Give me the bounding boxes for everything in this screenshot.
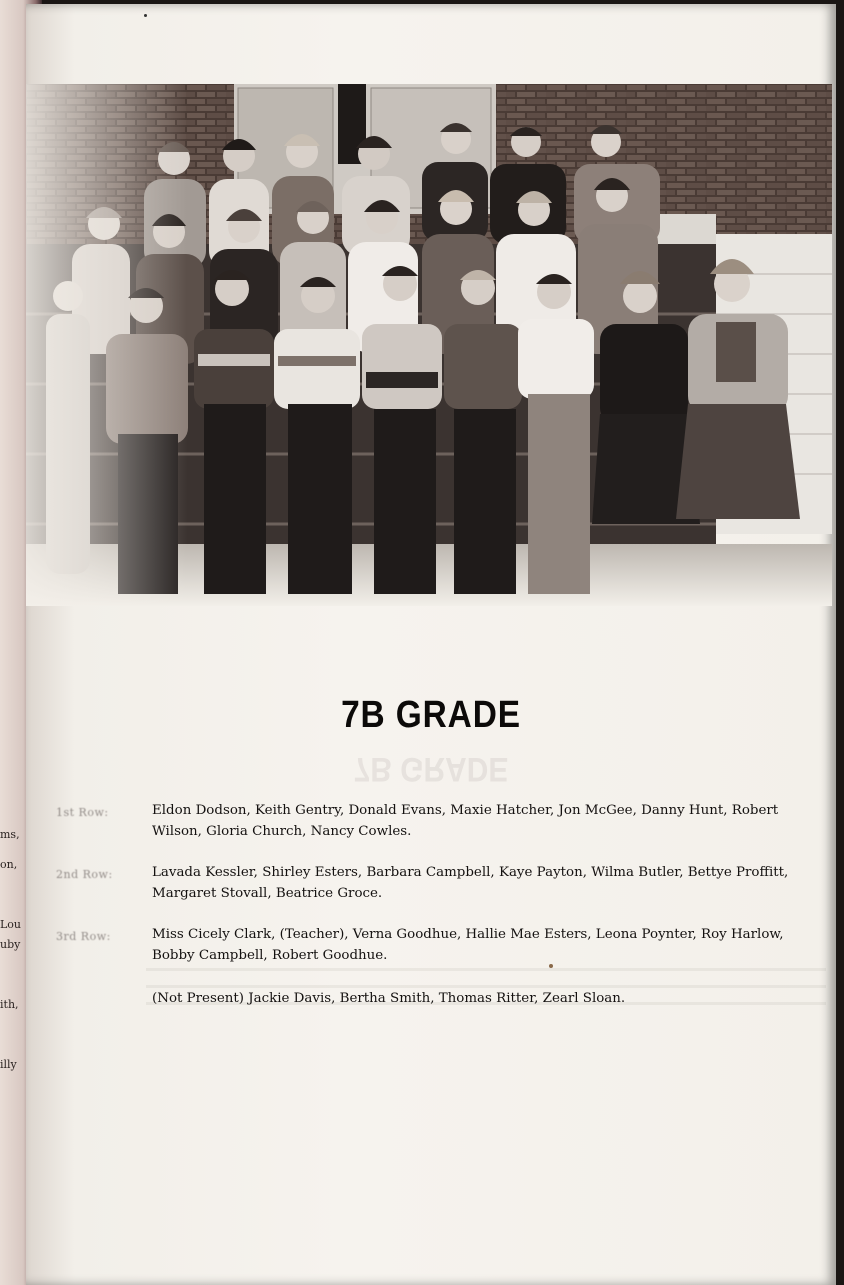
row-names: (Not Present) Jackie Davis, Bertha Smith, Thomas Ritter, Zearl Sloan.	[152, 991, 626, 1006]
row-names: Lavada Kessler, Shirley Esters, Barbara Campbell, Kaye Payton, Wilma Butler, Bettye Proffitt, Margaret Stovall, Beatrice Groce.	[152, 865, 789, 901]
row-label: 3rd Row:	[56, 930, 111, 943]
print-mark	[144, 14, 147, 17]
left-page-fragment: ms,	[0, 828, 20, 841]
ink-speck	[549, 964, 553, 968]
left-page-fragment: on,	[0, 858, 18, 871]
page-title: 7B GRADE	[341, 694, 521, 736]
row-label: 2nd Row:	[56, 868, 113, 881]
show-through-text: 7B GRADE	[353, 750, 509, 788]
class-photo	[26, 84, 832, 606]
left-page-fragment: uby	[0, 938, 21, 951]
class-photo-image	[26, 84, 832, 606]
left-page-fragment: illy	[0, 1058, 17, 1071]
row-names: Eldon Dodson, Keith Gentry, Donald Evans, Maxie Hatcher, Jon McGee, Danny Hunt, Robert Wilson, Gloria Church, Nancy Cowles.	[152, 803, 779, 839]
row-names: Miss Cicely Clark, (Teacher), Verna Goodhue, Hallie Mae Esters, Leona Poynter, Roy Harlow, Bobby Campbell, Robert Goodhue.	[152, 927, 784, 963]
row-label: 1st Row:	[56, 806, 109, 819]
yearbook-page	[26, 4, 836, 1285]
left-page-fragment: Lou	[0, 918, 22, 931]
left-page-fragment: ith,	[0, 998, 19, 1011]
